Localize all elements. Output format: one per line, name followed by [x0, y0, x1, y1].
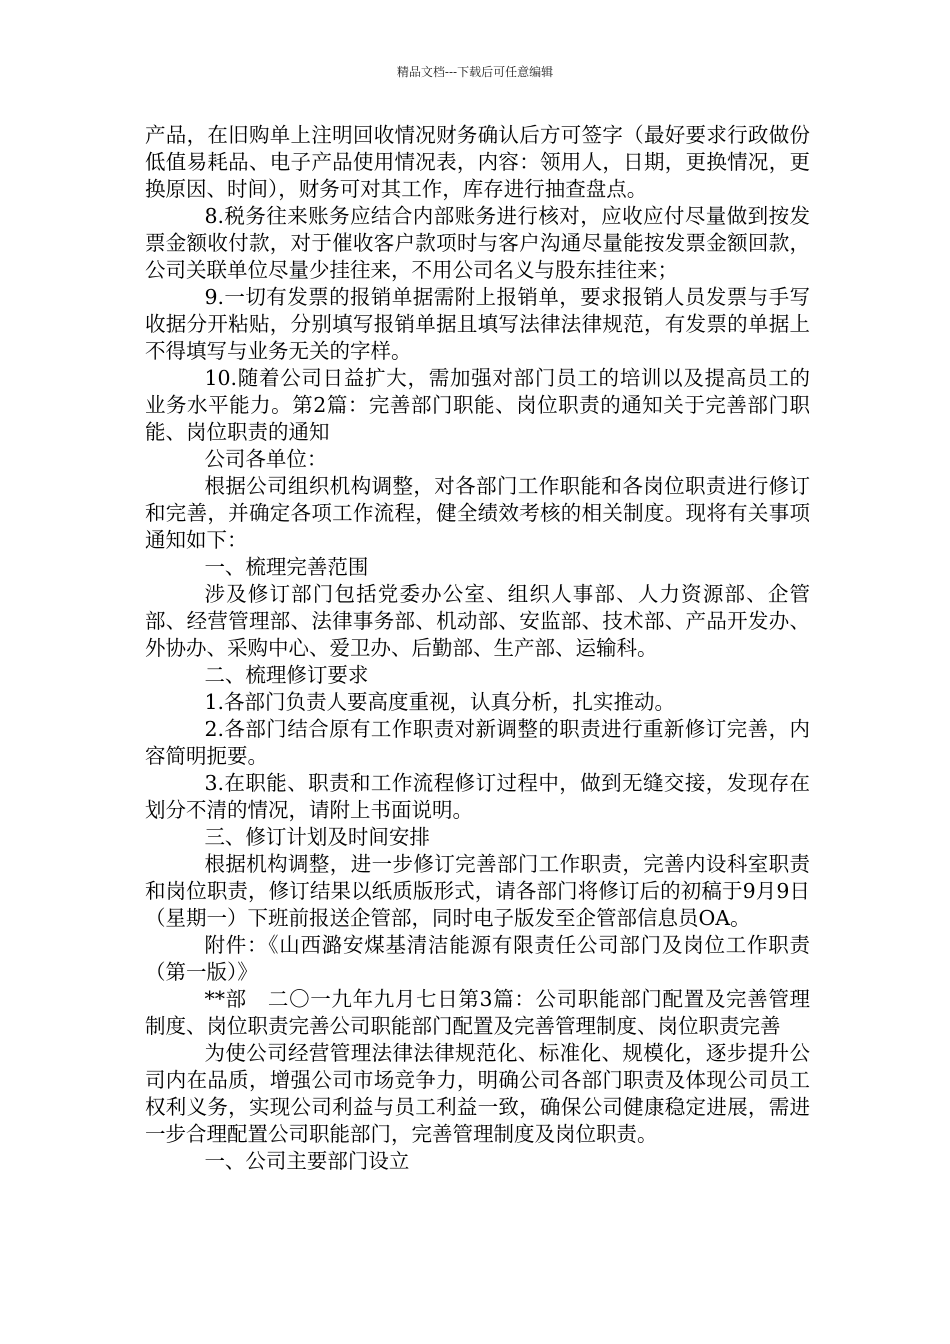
- paragraph: 10.随着公司日益扩大，需加强对部门员工的培训以及提高员工的业务水平能力。第2篇：完善部门职能、岗位职责的通知关于完善部门职能、岗位职责的通知: [145, 366, 810, 444]
- paragraph: **部 二〇一九年九月七日第3篇：公司职能部门配置及完善管理制度、岗位职责完善公司职能部门配置及完善管理制度、岗位职责完善: [145, 987, 810, 1038]
- paragraph: 附件：《山西潞安煤基清洁能源有限责任公司部门及岗位工作职责（第一版）》: [145, 933, 810, 984]
- document-body: [145, 122, 810, 1175]
- paragraph: 为使公司经营管理法律法律规范化、标准化、规模化，逐步提升公司内在品质，增强公司市场竞争力，明确公司各部门职责及体现公司员工权利义务，实现公司利益与员工利益一致，确保公司健康稳定进展，需进一步合理配置公司职能部门，完善管理制度及岗位职责。: [145, 1041, 810, 1146]
- section-heading: 一、公司主要部门设立: [204, 1149, 410, 1173]
- paragraph: 3.在职能、职责和工作流程修订过程中，做到无缝交接，发现存在划分不清的情况，请附上书面说明。: [145, 771, 810, 822]
- page-header: 精品文档---下载后可任意编辑: [396, 65, 554, 79]
- section-heading: 二、梳理修订要求: [204, 663, 369, 687]
- section-heading: 一、梳理完善范围: [204, 555, 369, 579]
- paragraph: 涉及修订部门包括党委办公室、组织人事部、人力资源部、企管部、经营管理部、法律事务部、机动部、安监部、技术部、产品开发办、外协办、采购中心、爱卫办、后勤部、生产部、运输科。: [145, 582, 810, 660]
- paragraph: 1.各部门负责人要高度重视，认真分析，扎实推动。: [204, 690, 675, 714]
- paragraph: 8.税务往来账务应结合内部账务进行核对，应收应付尽量做到按发票金额收付款，对于催收客户款项时与客户沟通尽量能按发票金额回款，公司关联单位尽量少挂往来，不用公司名义与股东挂往来；: [145, 204, 810, 282]
- paragraph: 公司各单位：: [204, 447, 328, 471]
- section-heading: 三、修订计划及时间安排: [204, 825, 430, 849]
- paragraph: 产品，在旧购单上注明回收情况财务确认后方可签字（最好要求行政做份低值易耗品、电子产品使用情况表，内容：领用人，日期，更换情况，更换原因、时间），财务可对其工作，库存进行抽查盘点。: [145, 123, 810, 201]
- paragraph: 9.一切有发票的报销单据需附上报销单，要求报销人员发票与手写收据分开粘贴，分别填写报销单据且填写法律法律规范，有发票的单据上不得填写与业务无关的字样。: [145, 285, 810, 363]
- paragraph: 2.各部门结合原有工作职责对新调整的职责进行重新修订完善，内容简明扼要。: [145, 717, 810, 768]
- paragraph: 根据公司组织机构调整，对各部门工作职能和各岗位职责进行修订和完善，并确定各项工作流程，健全绩效考核的相关制度。现将有关事项通知如下：: [145, 474, 810, 552]
- paragraph: 根据机构调整，进一步修订完善部门工作职责，完善内设科室职责和岗位职责，修订结果以纸质版形式，请各部门将修订后的初稿于9月9日（星期一）下班前报送企管部，同时电子版发至企管部信息员OA。: [145, 852, 810, 930]
